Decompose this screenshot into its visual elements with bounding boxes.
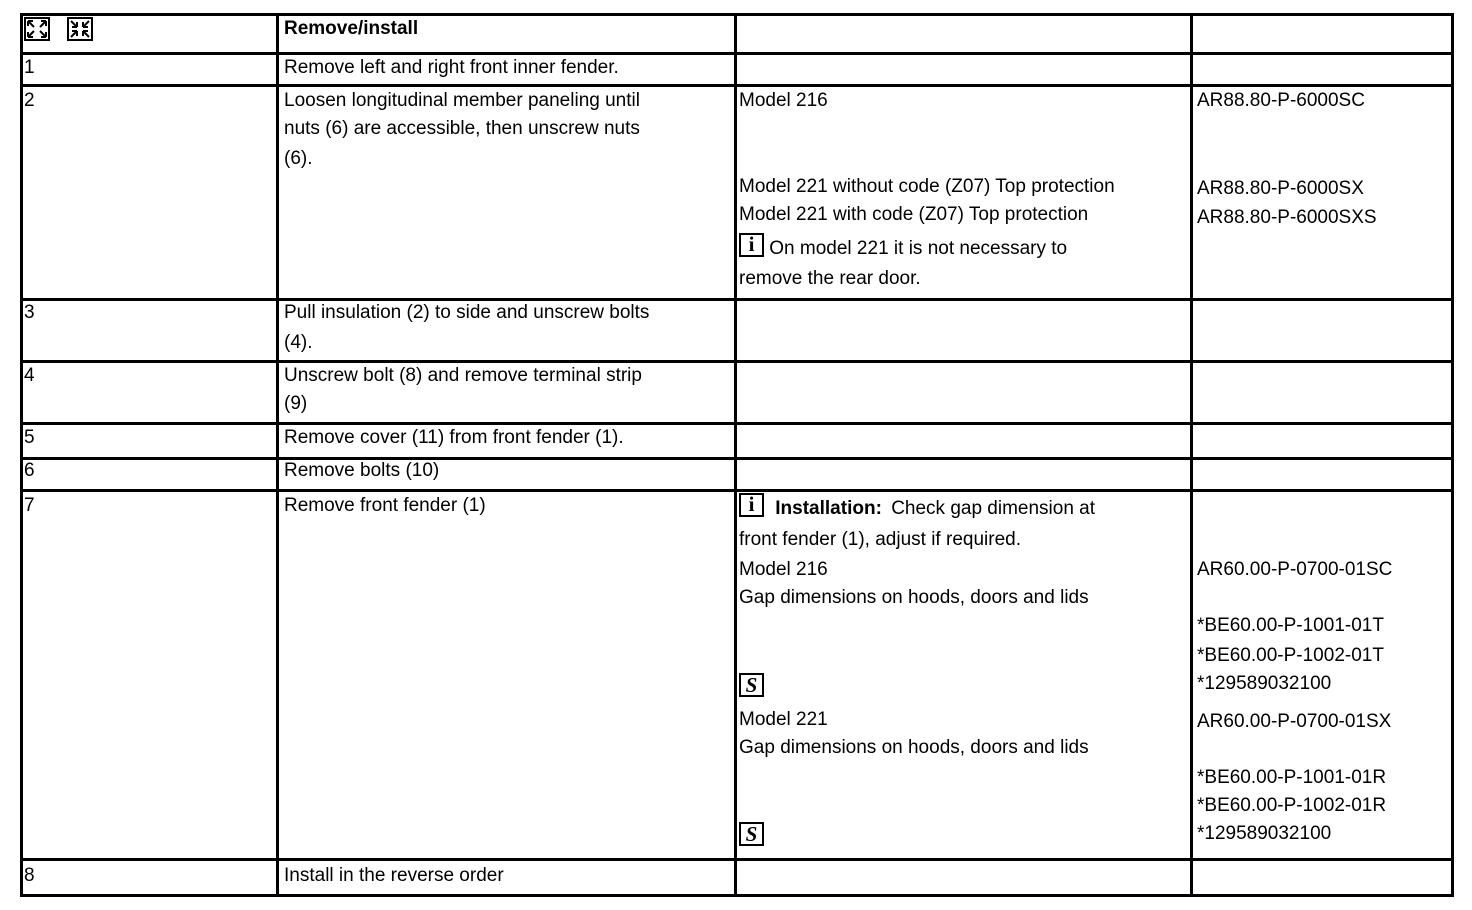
installation-text: front fender (1), adjust if required. bbox=[739, 529, 1021, 550]
procedure-title: Remove/install bbox=[284, 18, 419, 39]
info-note bbox=[739, 233, 1067, 263]
tool-reference-link[interactable]: *BE60.00-P-1001-01R bbox=[1197, 767, 1387, 788]
header-icons bbox=[24, 17, 93, 45]
step-number: 2 bbox=[24, 90, 35, 111]
installation-note bbox=[739, 493, 1095, 523]
tool-reference-link[interactable]: *BE60.00-P-1002-01R bbox=[1197, 795, 1387, 816]
gap-dimensions-label: Gap dimensions on hoods, doors and lids bbox=[739, 737, 1089, 758]
tool-reference-link[interactable]: *129589032100 bbox=[1197, 673, 1332, 694]
step-text-line: Loosen longitudinal member paneling until bbox=[284, 90, 640, 111]
step-text-line: (4). bbox=[284, 332, 313, 353]
special-tool-note bbox=[739, 673, 764, 703]
step-number: 8 bbox=[24, 865, 35, 886]
procedure-table bbox=[20, 13, 1454, 897]
step-text: Install in the reverse order bbox=[284, 865, 504, 886]
step-text-line: nuts (6) are accessible, then unscrew nuts bbox=[284, 118, 640, 139]
expand-icon[interactable] bbox=[24, 17, 50, 41]
document-reference-link[interactable]: AR60.00-P-0700-01SC bbox=[1197, 559, 1393, 580]
step-number: 5 bbox=[24, 427, 35, 448]
model-label: Model 216 bbox=[739, 559, 828, 580]
step-text: Remove cover (11) from front fender (1). bbox=[284, 427, 624, 448]
step-number: 7 bbox=[24, 495, 35, 516]
step-number: 1 bbox=[24, 57, 35, 78]
special-tool-icon: S bbox=[739, 822, 764, 846]
special-tool-icon: S bbox=[739, 673, 764, 697]
installation-text: Check gap dimension at bbox=[891, 498, 1096, 519]
model-label: Model 221 without code (Z07) Top protection bbox=[739, 176, 1115, 197]
info-note-text: On model 221 it is not necessary to bbox=[769, 238, 1068, 259]
model-label: Model 221 bbox=[739, 709, 828, 730]
step-text-line: Pull insulation (2) to side and unscrew bolts bbox=[284, 302, 650, 323]
document-reference-link[interactable]: AR60.00-P-0700-01SX bbox=[1197, 711, 1392, 732]
step-text: Remove left and right front inner fender. bbox=[284, 57, 619, 78]
model-label: Model 221 with code (Z07) Top protection bbox=[739, 204, 1089, 225]
info-note-text: remove the rear door. bbox=[739, 268, 921, 289]
step-number: 4 bbox=[24, 365, 35, 386]
info-icon: i bbox=[739, 233, 764, 257]
step-number: 6 bbox=[24, 460, 35, 481]
collapse-icon[interactable] bbox=[67, 17, 93, 41]
document-reference-link[interactable]: AR88.80-P-6000SX bbox=[1197, 178, 1364, 199]
installation-label: Installation: bbox=[775, 498, 882, 519]
gap-dimensions-label: Gap dimensions on hoods, doors and lids bbox=[739, 587, 1089, 608]
step-number: 3 bbox=[24, 302, 35, 323]
tool-reference-link[interactable]: *129589032100 bbox=[1197, 823, 1332, 844]
step-text-line: (9) bbox=[284, 393, 308, 414]
document-reference-link[interactable]: AR88.80-P-6000SC bbox=[1197, 90, 1365, 111]
document-reference-link[interactable]: AR88.80-P-6000SXS bbox=[1197, 207, 1377, 228]
special-tool-note bbox=[739, 822, 764, 852]
model-label: Model 216 bbox=[739, 90, 828, 111]
info-icon: i bbox=[739, 493, 764, 517]
step-text: Remove front fender (1) bbox=[284, 495, 486, 516]
step-text: Remove bolts (10) bbox=[284, 460, 440, 481]
tool-reference-link[interactable]: *BE60.00-P-1002-01T bbox=[1197, 645, 1384, 666]
step-text-line: (6). bbox=[284, 148, 313, 169]
step-text-line: Unscrew bolt (8) and remove terminal strip bbox=[284, 365, 642, 386]
tool-reference-link[interactable]: *BE60.00-P-1001-01T bbox=[1197, 615, 1384, 636]
